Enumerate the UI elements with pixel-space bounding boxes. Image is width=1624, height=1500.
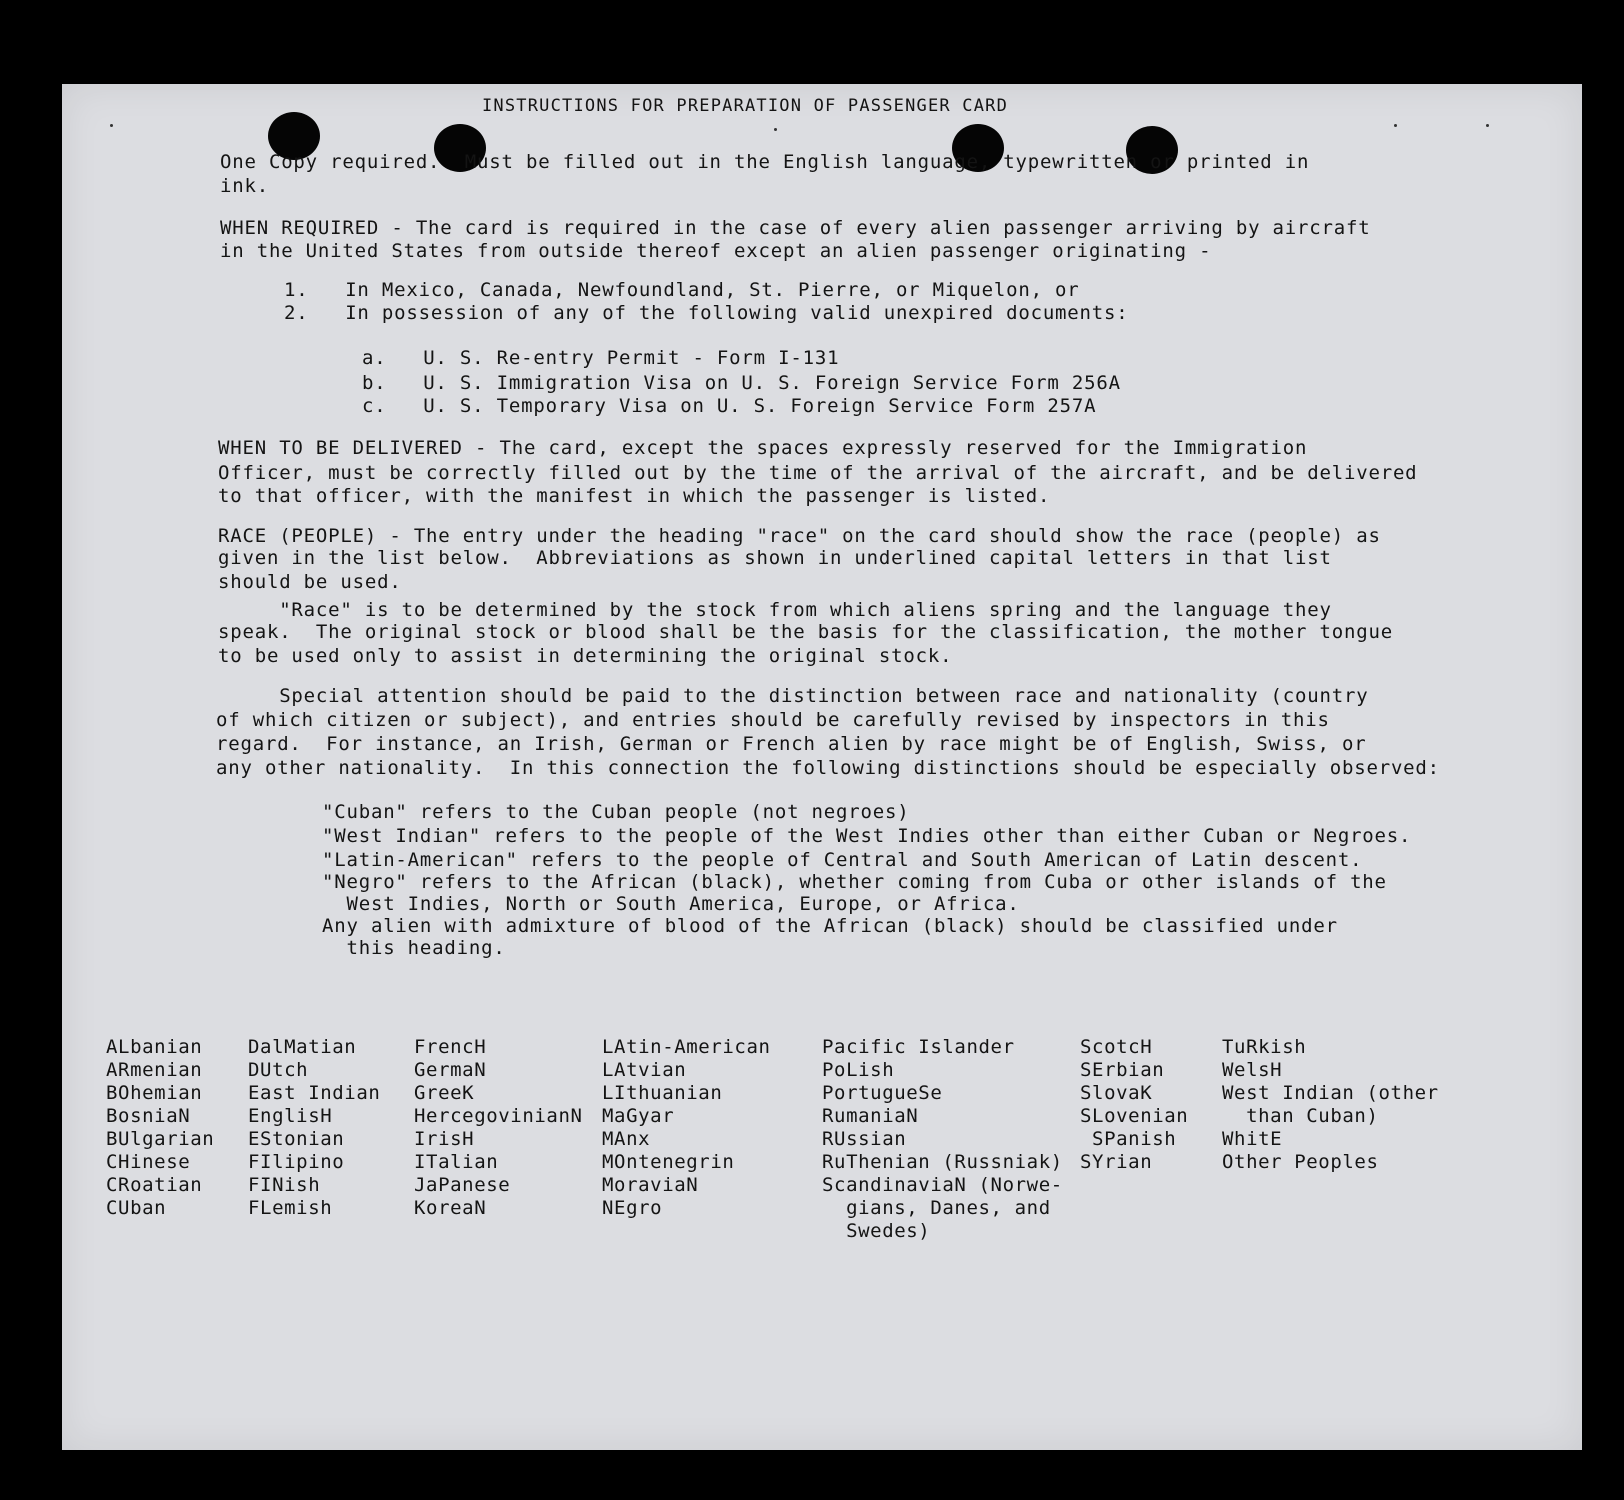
race-entry: SLovenian xyxy=(1080,1105,1189,1127)
race-line-3: should be used. xyxy=(218,571,402,593)
page-title: INSTRUCTIONS FOR PREPARATION OF PASSENGER CARD xyxy=(482,96,1009,116)
intro-line-2: ink. xyxy=(220,175,269,197)
distinction-line-6: Any alien with admixture of blood of the African (black) should be classified under xyxy=(322,915,1338,937)
document-item-a: a. U. S. Re-entry Permit - Form I-131 xyxy=(362,347,840,369)
race-list-column-2 xyxy=(248,1036,380,1220)
document-item-c: c. U. S. Temporary Visa on U. S. Foreign Service Form 257A xyxy=(362,395,1097,417)
race-entry: MoraviaN xyxy=(602,1174,699,1196)
race-entry: BOhemian xyxy=(106,1082,203,1104)
race-entry: CRoatian xyxy=(106,1174,203,1196)
speck xyxy=(1394,124,1397,127)
race-entry: LAtvian xyxy=(602,1059,687,1081)
race-entry: Other Peoples xyxy=(1222,1151,1379,1173)
race-entry: than Cuban) xyxy=(1222,1105,1379,1127)
race-list-column-6 xyxy=(1080,1036,1188,1174)
race-entry: ScandinaviaN (Norwe- xyxy=(822,1174,1063,1196)
race-entry: MOntenegrin xyxy=(602,1151,735,1173)
race-entry: RUssian xyxy=(822,1128,907,1150)
race-entry: West Indian (other xyxy=(1222,1082,1439,1104)
race-list-column-1 xyxy=(106,1036,214,1220)
document-item-b: b. U. S. Immigration Visa on U. S. Foreign Service Form 256A xyxy=(362,372,1121,394)
race-entry: EStonian xyxy=(248,1128,345,1150)
race-entry: JaPanese xyxy=(414,1174,511,1196)
race-entry: DalMatian xyxy=(248,1036,357,1058)
race-entry: SYrian xyxy=(1080,1151,1153,1173)
race-definition-line-1: "Race" is to be determined by the stock from which aliens spring and the language they xyxy=(218,599,1332,621)
race-entry: CHinese xyxy=(106,1151,191,1173)
race-entry: LIthuanian xyxy=(602,1082,723,1104)
special-line-4: any other nationality. In this connection the following distinctions should be especially observed: xyxy=(216,757,1440,779)
race-entry: FLemish xyxy=(248,1197,333,1219)
race-entry: FIlipino xyxy=(248,1151,345,1173)
special-line-1: Special attention should be paid to the distinction between race and nationality (country xyxy=(218,685,1369,707)
race-definition-line-2: speak. The original stock or blood shall be the basis for the classification, the mother tongue xyxy=(218,621,1393,643)
race-entry: FrencH xyxy=(414,1036,487,1058)
race-entry: WhitE xyxy=(1222,1128,1283,1150)
special-line-2: of which citizen or subject), and entries should be carefully revised by inspectors in this xyxy=(216,709,1330,731)
race-entry: SPanish xyxy=(1080,1128,1177,1150)
race-entry: ScotcH xyxy=(1080,1036,1153,1058)
race-entry: BUlgarian xyxy=(106,1128,215,1150)
race-list-column-5 xyxy=(822,1036,1063,1243)
distinction-line-2: "West Indian" refers to the people of the West Indies other than either Cuban or Negroes. xyxy=(322,825,1412,847)
race-line-2: given in the list below. Abbreviations as shown in underlined capital letters in that list xyxy=(218,547,1332,569)
race-entry: CUban xyxy=(106,1197,167,1219)
distinction-line-5: West Indies, North or South America, Europe, or Africa. xyxy=(322,893,1020,915)
race-entry: MaGyar xyxy=(602,1105,675,1127)
race-entry: RumaniaN xyxy=(822,1105,919,1127)
distinction-line-7: this heading. xyxy=(322,937,506,959)
race-entry: PoLish xyxy=(822,1059,895,1081)
race-entry: DUtch xyxy=(248,1059,309,1081)
race-entry: ITalian xyxy=(414,1151,499,1173)
speck xyxy=(774,128,777,131)
instruction-sheet xyxy=(62,84,1582,1450)
exception-item-1: 1. In Mexico, Canada, Newfoundland, St. Pierre, or Miquelon, or xyxy=(284,279,1080,301)
race-entry: gians, Danes, and xyxy=(822,1197,1051,1219)
race-entry: GreeK xyxy=(414,1082,475,1104)
race-entry: IrisH xyxy=(414,1128,475,1150)
race-entry: ARmenian xyxy=(106,1059,203,1081)
when-delivered-line-2: Officer, must be correctly filled out by the time of the arrival of the aircraft, and be delivered xyxy=(218,462,1418,484)
when-required-line-2: in the United States from outside thereof except an alien passenger originating - xyxy=(220,240,1212,262)
race-entry: EnglisH xyxy=(248,1105,333,1127)
speck xyxy=(1486,124,1489,127)
race-entry: SErbian xyxy=(1080,1059,1165,1081)
race-entry: Pacific Islander xyxy=(822,1036,1015,1058)
race-line-1: RACE (PEOPLE) - The entry under the heading "race" on the card should show the race (people) as xyxy=(218,525,1381,547)
when-delivered-line-1: WHEN TO BE DELIVERED - The card, except the spaces expressly reserved for the Immigration xyxy=(218,437,1308,459)
distinction-line-1: "Cuban" refers to the Cuban people (not negroes) xyxy=(322,801,910,823)
intro-line-1: One Copy required. Must be filled out in the English language, typewritten or printed in xyxy=(220,151,1310,173)
race-entry: LAtin-American xyxy=(602,1036,771,1058)
race-list-column-7 xyxy=(1222,1036,1439,1174)
race-entry: PortugueSe xyxy=(822,1082,943,1104)
race-entry: WelsH xyxy=(1222,1059,1283,1081)
race-entry: HercegovinianN xyxy=(414,1105,583,1127)
race-definition-line-3: to be used only to assist in determining the original stock. xyxy=(218,645,953,667)
special-line-3: regard. For instance, an Irish, German or French alien by race might be of English, Swiss, or xyxy=(216,733,1367,755)
race-entry: BosniaN xyxy=(106,1105,191,1127)
when-delivered-line-3: to that officer, with the manifest in which the passenger is listed. xyxy=(218,485,1051,507)
exception-item-2: 2. In possession of any of the following valid unexpired documents: xyxy=(284,302,1129,324)
distinction-line-4: "Negro" refers to the African (black), whether coming from Cuba or other islands of the xyxy=(322,871,1387,893)
race-entry: SlovaK xyxy=(1080,1082,1153,1104)
race-entry: RuThenian (Russniak) xyxy=(822,1151,1063,1173)
when-required-line-1: WHEN REQUIRED - The card is required in the case of every alien passenger arriving by aircraft xyxy=(220,217,1371,239)
race-entry: NEgro xyxy=(602,1197,663,1219)
race-entry: ALbanian xyxy=(106,1036,203,1058)
race-entry: MAnx xyxy=(602,1128,651,1150)
race-entry: East Indian xyxy=(248,1082,381,1104)
race-list-column-3 xyxy=(414,1036,583,1220)
race-entry: FINish xyxy=(248,1174,321,1196)
race-entry: KoreaN xyxy=(414,1197,487,1219)
speck xyxy=(110,124,113,127)
race-entry: GermaN xyxy=(414,1059,487,1081)
race-list-column-4 xyxy=(602,1036,771,1220)
distinction-line-3: "Latin-American" refers to the people of Central and South American of Latin descent. xyxy=(322,849,1363,871)
race-entry: Swedes) xyxy=(822,1220,931,1242)
race-entry: TuRkish xyxy=(1222,1036,1307,1058)
